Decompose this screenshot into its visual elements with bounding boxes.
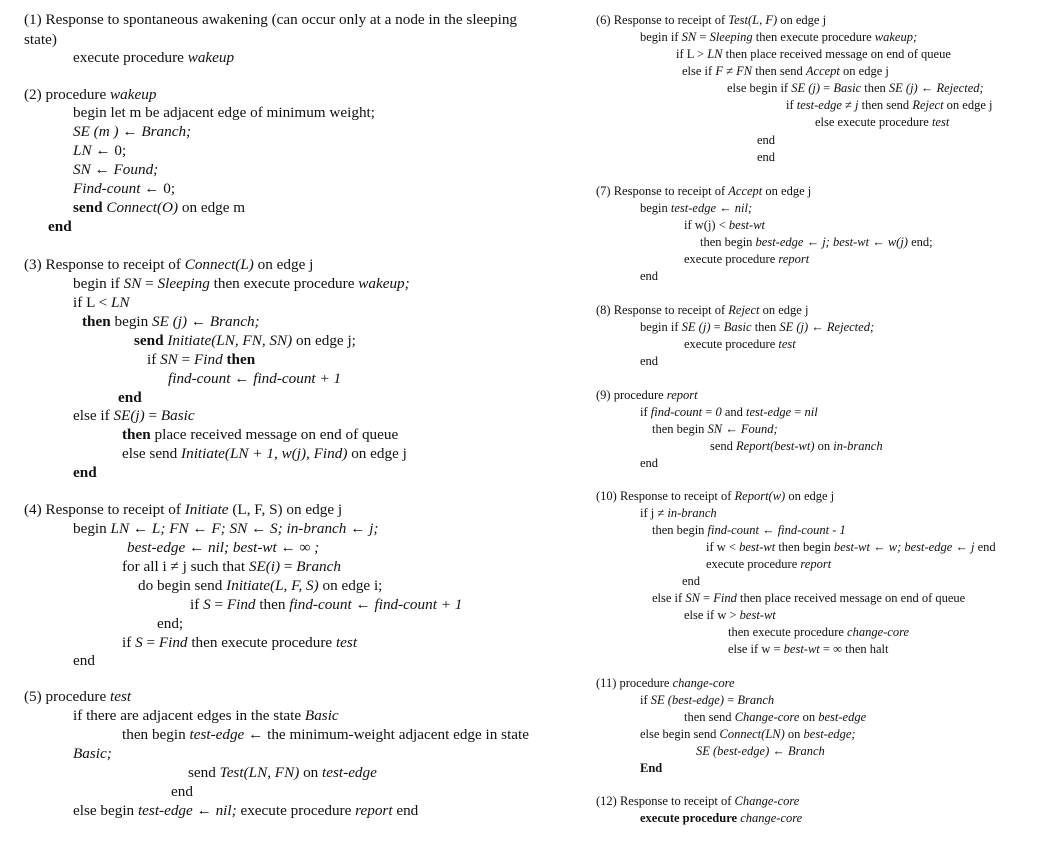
- right-column-line: begin test-edge ← nil;: [640, 201, 753, 215]
- left-column-line: send Initiate(LN, FN, SN) on edge j;: [134, 332, 356, 349]
- left-column-line: (4) Response to receipt of Initiate (L, F, S) on edge j: [24, 501, 343, 518]
- left-column-line: then begin test-edge ← the minimum-weight adjacent edge in state: [122, 726, 529, 743]
- right-column-line: end: [640, 354, 659, 368]
- left-column-line: end: [171, 783, 193, 800]
- right-column-line: else if w = best-wt = ∞ then halt: [728, 642, 889, 656]
- left-column-line: send Test(LN, FN) on test-edge: [188, 764, 377, 781]
- left-column-line: then place received message on end of queue: [122, 426, 399, 443]
- right-column-line: execute procedure change-core: [640, 811, 803, 825]
- left-column-line: begin if SN = Sleeping then execute procedure wakeup;: [73, 275, 410, 292]
- left-column-line: end: [118, 389, 142, 406]
- right-column-line: send Report(best-wt) on in-branch: [710, 439, 883, 453]
- right-column-line: if SE (best-edge) = Branch: [640, 693, 775, 707]
- right-column-line: End: [640, 761, 663, 775]
- right-column-line: (9) procedure report: [596, 388, 698, 402]
- left-column-line: if S = Find then execute procedure test: [122, 634, 358, 651]
- right-column-line: if find-count = 0 and test-edge = nil: [640, 405, 818, 419]
- right-column-line: else begin send Connect(LN) on best-edge;: [640, 727, 856, 741]
- right-column-line: else if SN = Find then place received message on end of queue: [652, 591, 966, 605]
- right-column-line: SE (best-edge) ← Branch: [696, 744, 825, 758]
- left-column-line: (5) procedure test: [24, 688, 132, 705]
- right-column-line: if j ≠ in-branch: [640, 506, 717, 520]
- left-column-line: (2) procedure wakeup: [24, 86, 157, 103]
- left-column-line: end: [48, 218, 72, 235]
- right-column-line: if w(j) < best-wt: [684, 218, 765, 232]
- left-column-line: Find-count ← 0;: [73, 180, 176, 197]
- right-column-line: execute procedure report: [706, 557, 832, 571]
- right-column-line: (7) Response to receipt of Accept on edge j: [596, 184, 812, 198]
- right-column-line: else begin if SE (j) = Basic then SE (j) ← Rejected;: [727, 81, 984, 95]
- right-column-line: then send Change-core on best-edge: [684, 710, 867, 724]
- left-column-line: begin LN ← L; FN ← F; SN ← S; in-branch ← j;: [73, 520, 379, 537]
- right-column-line: end: [682, 574, 701, 588]
- right-column-line: (11) procedure change-core: [596, 676, 735, 690]
- right-column-line: else if F ≠ FN then send Accept on edge j: [682, 64, 889, 78]
- left-column-line: (3) Response to receipt of Connect(L) on edge j: [24, 256, 314, 273]
- left-column-line: state): [24, 31, 57, 48]
- right-column-line: then begin best-edge ← j; best-wt ← w(j) end;: [700, 235, 933, 249]
- left-column-line: best-edge ← nil; best-wt ← ∞ ;: [127, 539, 320, 556]
- left-column-line: else send Initiate(LN + 1, w(j), Find) on edge j: [122, 445, 407, 462]
- left-column-line: SN ← Found;: [73, 161, 159, 178]
- right-column-line: if test-edge ≠ j then send Reject on edge j: [786, 98, 993, 112]
- right-column-line: then begin SN ← Found;: [652, 422, 778, 436]
- right-column-line: (6) Response to receipt of Test(L, F) on edge j: [596, 13, 827, 27]
- right-column-line: end: [757, 133, 776, 147]
- left-column-line: for all i ≠ j such that SE(i) = Branch: [122, 558, 341, 575]
- left-column-line: find-count ← find-count + 1: [168, 370, 342, 387]
- left-column-line: if there are adjacent edges in the state Basic: [73, 707, 339, 724]
- left-column-line: Basic;: [73, 745, 112, 762]
- right-column-line: end: [640, 269, 659, 283]
- left-column-line: if L < LN: [73, 294, 130, 311]
- right-column-line: begin if SN = Sleeping then execute procedure wakeup;: [640, 30, 918, 44]
- left-column-line: else if SE(j) = Basic: [73, 407, 195, 424]
- left-column-line: if S = Find then find-count ← find-count + 1: [190, 596, 463, 613]
- left-column-line: do begin send Initiate(L, F, S) on edge i;: [138, 577, 383, 594]
- right-column-line: then begin find-count ← find-count - 1: [652, 523, 846, 537]
- left-column-line: send Connect(O) on edge m: [73, 199, 246, 216]
- right-column-line: if w < best-wt then begin best-wt ← w; best-edge ← j end: [706, 540, 996, 554]
- right-column-line: (12) Response to receipt of Change-core: [596, 794, 800, 808]
- left-column-line: end;: [157, 615, 184, 632]
- right-column-line: then execute procedure change-core: [728, 625, 910, 639]
- left-column-line: begin let m be adjacent edge of minimum weight;: [73, 104, 375, 121]
- left-column-line: SE (m ) ← Branch;: [73, 123, 192, 140]
- left-column-line: then begin SE (j) ← Branch;: [82, 313, 260, 330]
- left-column-line: end: [73, 464, 97, 481]
- left-column-line: (1) Response to spontaneous awakening (can occur only at a node in the sleeping: [24, 11, 518, 28]
- left-column-line: execute procedure wakeup: [73, 49, 235, 66]
- left-column-line: if SN = Find then: [147, 351, 256, 368]
- left-column-line: LN ← 0;: [73, 142, 127, 159]
- right-column-line: execute procedure test: [684, 337, 796, 351]
- left-column-line: else begin test-edge ← nil; execute procedure report end: [73, 802, 419, 819]
- left-column-line: end: [73, 652, 95, 669]
- right-column-line: execute procedure report: [684, 252, 810, 266]
- right-column-line: else execute procedure test: [815, 115, 950, 129]
- right-column-line: (10) Response to receipt of Report(w) on edge j: [596, 489, 835, 503]
- right-column-line: (8) Response to receipt of Reject on edge j: [596, 303, 809, 317]
- right-column-line: begin if SE (j) = Basic then SE (j) ← Rejected;: [640, 320, 875, 334]
- right-column-line: if L > LN then place received message on end of queue: [676, 47, 951, 61]
- right-column-line: else if w > best-wt: [684, 608, 776, 622]
- right-column-line: end: [757, 150, 776, 164]
- right-column-line: end: [640, 456, 659, 470]
